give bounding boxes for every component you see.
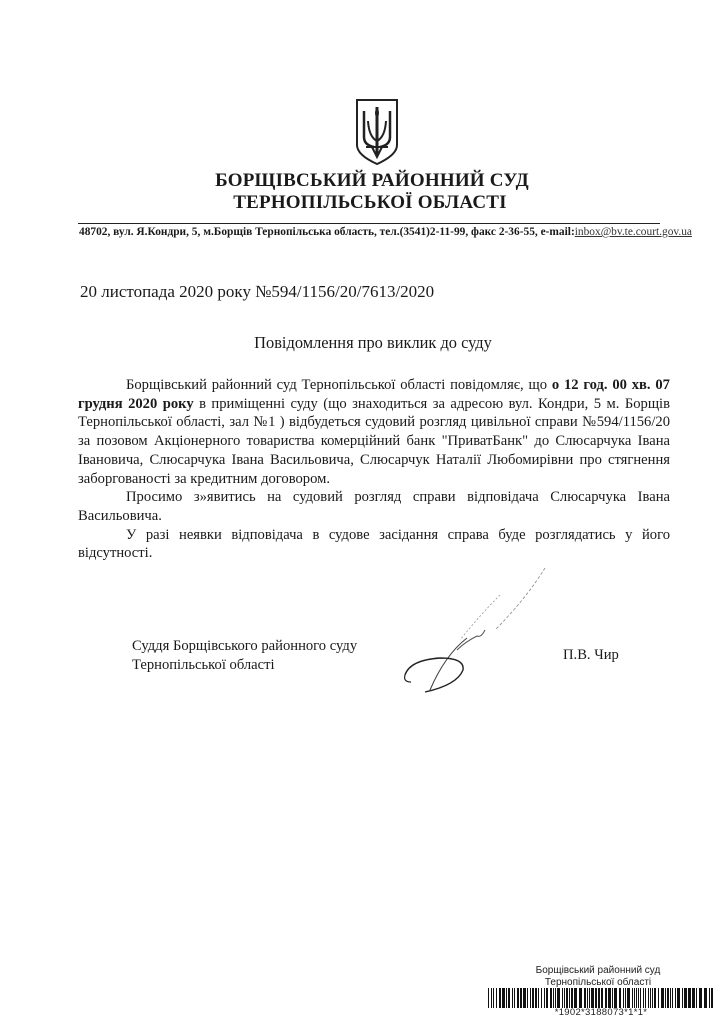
barcode-bar: [623, 988, 624, 1008]
barcode-bar: [699, 988, 702, 1008]
paragraph-absence-warning: У разі неявки відповідача в судове засідання справа буде розглядатись у його відсутності.: [78, 526, 670, 562]
barcode-bar: [541, 988, 542, 1008]
barcode-bar: [640, 988, 641, 1008]
barcode-bar: [508, 988, 510, 1008]
barcode-bar: [670, 988, 671, 1008]
barcode-bar: [499, 988, 501, 1008]
handwritten-signature: [385, 560, 555, 695]
barcode-bar: [658, 988, 659, 1008]
barcode-bar: [711, 988, 713, 1008]
barcode-bar: [591, 988, 594, 1008]
registry-stamp: [528, 965, 668, 989]
barcode-bar: [682, 988, 683, 1008]
barcode-bar: [661, 988, 664, 1008]
barcode-bar: [535, 988, 537, 1008]
barcode-bar: [562, 988, 563, 1008]
trident-coat-of-arms-icon: [352, 97, 402, 167]
barcode-bar: [493, 988, 494, 1008]
barcode-bar: [654, 988, 656, 1008]
barcode-bar: [645, 988, 646, 1008]
barcode-bar: [648, 988, 649, 1008]
barcode-bar: [491, 988, 492, 1008]
barcode-bar: [619, 988, 621, 1008]
barcode-bar: [550, 988, 552, 1008]
barcode-bar: [517, 988, 519, 1008]
judge-position: [132, 637, 357, 675]
barcode-bar: [625, 988, 626, 1008]
document-body: [78, 376, 670, 563]
barcode-bar: [608, 988, 611, 1008]
barcode-bar: [627, 988, 630, 1008]
barcode-bar: [709, 988, 710, 1008]
paragraph-request: Просимо з»явитись на судовий розгляд справи відповідача Слюсарчука Івана Васильовича.: [78, 489, 670, 524]
barcode-bar: [672, 988, 673, 1008]
barcode-bar: [614, 988, 617, 1008]
email-link[interactable]: inbox@bv.te.court.gov.ua: [574, 226, 692, 238]
barcode-number: *1902*3188073*1*1*: [554, 1007, 648, 1018]
barcode-bar: [595, 988, 597, 1008]
barcode-bar: [527, 988, 528, 1008]
barcode-bar: [546, 988, 548, 1008]
barcode-bar: [638, 988, 639, 1008]
judge-name: П.В. Чир: [563, 647, 619, 663]
barcode-bar: [569, 988, 570, 1008]
stamp-line1: Борщівський районний суд: [535, 965, 661, 976]
barcode-bar: [566, 988, 568, 1008]
document-barcode: [488, 988, 714, 1008]
barcode-bar: [643, 988, 644, 1008]
paragraph-text: в приміщенні суду (що знаходиться за адресою вул. Кондри, 5 м. Борщів Тернопільської області, зал №1 ) відбудеться судовий розгляд цивільної справи №594/1156/20 за позовом Акціонерного товариства комерційний банк "ПриватБанк" до Слюсарчука Івана Івановича, Слюсарчука Івана Васильовича, Слюсарчук Наталії Любомирівни про стягнення заборгованості за кредитним договором.: [78, 395, 670, 487]
letterhead-divider: [78, 223, 660, 224]
paragraph-text: Борщівський районний суд Тернопільської області повідомляє, що: [126, 377, 552, 393]
barcode-bar: [652, 988, 653, 1008]
barcode-bar: [574, 988, 577, 1008]
barcode-bar: [564, 988, 565, 1008]
barcode-bar: [598, 988, 600, 1008]
court-name-line1: БОРЩІВСЬКИЙ РАЙОННИЙ СУД: [215, 170, 529, 191]
barcode-bar: [601, 988, 603, 1008]
barcode-bar: [520, 988, 522, 1008]
barcode-bar: [696, 988, 697, 1008]
barcode-bar: [553, 988, 554, 1008]
address-text: 48702, вул. Я.Кондри, 5, м.Борщів Тернопільська область, тел.(3541)2-11-99, факс 2-36-55, e-mail:: [79, 226, 575, 238]
court-name-line2: ТЕРНОПІЛЬСЬКОЇ ОБЛАСТІ: [233, 192, 507, 213]
barcode-bar: [692, 988, 695, 1008]
barcode-bar: [650, 988, 651, 1008]
barcode-bar: [667, 988, 669, 1008]
barcode-bar: [605, 988, 607, 1008]
barcode-bar: [632, 988, 633, 1008]
barcode-bar: [634, 988, 635, 1008]
date-and-reference-number: 20 листопада 2020 року №594/1156/20/7613/2020: [80, 282, 435, 301]
court-address: [79, 226, 692, 238]
barcode-bar: [675, 988, 676, 1008]
barcode-bar: [488, 988, 489, 1008]
document-title: Повідомлення про виклик до суду: [254, 333, 492, 352]
barcode-bar: [557, 988, 560, 1008]
barcode-bar: [544, 988, 545, 1008]
barcode-bar: [636, 988, 637, 1008]
barcode-bar: [512, 988, 513, 1008]
barcode-bar: [506, 988, 507, 1008]
barcode-bar: [514, 988, 515, 1008]
barcode-bar: [589, 988, 590, 1008]
barcode-bar: [502, 988, 505, 1008]
barcode-bar: [538, 988, 539, 1008]
barcode-bar: [530, 988, 531, 1008]
judge-position-line2: Тернопільської області: [132, 657, 275, 673]
barcode-bar: [579, 988, 582, 1008]
barcode-bar: [612, 988, 613, 1008]
barcode-bar: [571, 988, 573, 1008]
barcode-bar: [523, 988, 526, 1008]
barcode-bar: [587, 988, 588, 1008]
barcode-bar: [584, 988, 586, 1008]
barcode-bar: [496, 988, 497, 1008]
barcode-bar: [704, 988, 707, 1008]
stamp-line2: Тернопільської області: [544, 977, 652, 988]
barcode-bar: [555, 988, 556, 1008]
barcode-bar: [665, 988, 666, 1008]
barcode-bar: [677, 988, 680, 1008]
barcode-bar: [532, 988, 534, 1008]
barcode-bar: [688, 988, 691, 1008]
barcode-bar: [684, 988, 687, 1008]
hearing-datetime: о 12 год. 00 хв. 07 грудня 2020 року: [78, 377, 670, 412]
judge-position-line1: Суддя Борщівського районного суду: [132, 638, 358, 654]
paragraph-summons: [78, 376, 670, 488]
